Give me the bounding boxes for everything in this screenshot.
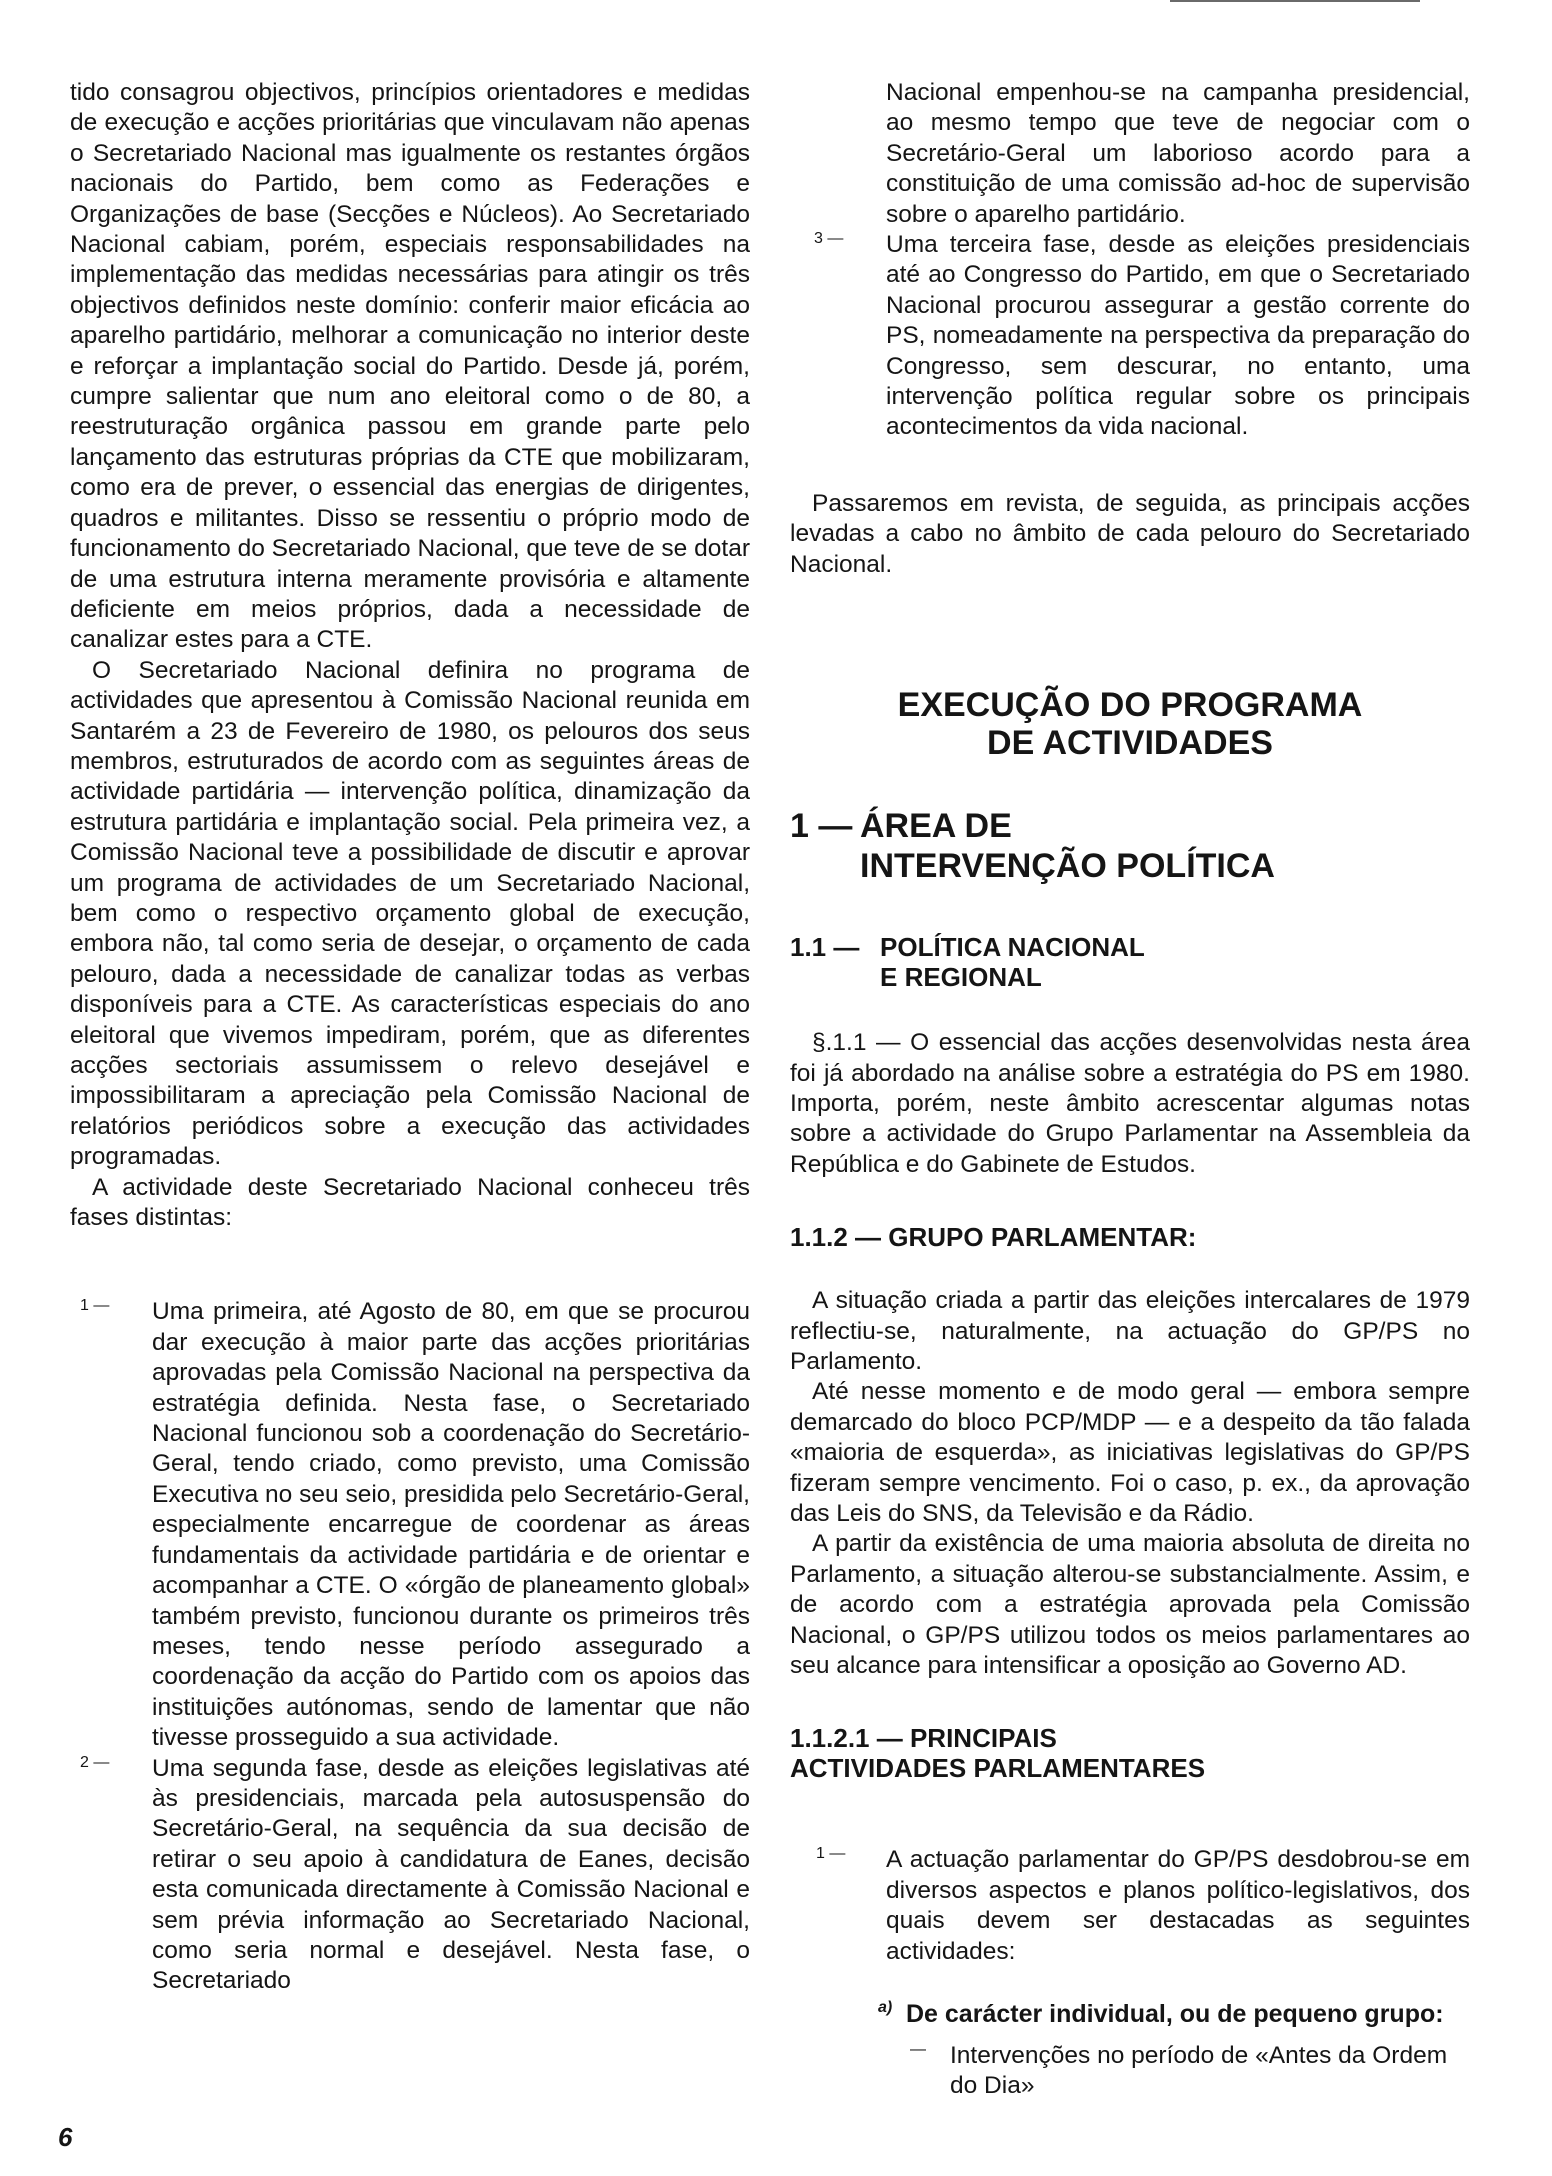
heading-line: ÁREA DE [860, 807, 1012, 846]
heading-1-1-2-1 [790, 1723, 1470, 1783]
heading-1-1 [790, 932, 1470, 992]
section-title-line: DE ACTIVIDADES [987, 724, 1273, 763]
page-number: 6 [58, 2122, 73, 2152]
heading-line: POLÍTICA NACIONAL [880, 932, 1145, 963]
heading-line: ACTIVIDADES PARLAMENTARES [790, 1753, 1206, 1784]
section-title [790, 686, 1470, 762]
list-number: 1 — [816, 1845, 846, 1863]
list-number: 3 — [814, 230, 844, 248]
list-item-text: Uma terceira fase, desde as eleições presidenciais até ao Congresso do Partido, em que o Secretariado Nacional procurou assegurar a gestão corrente do PS, nomeadamente na perspectiva da preparação do Congresso, sem descurar, no entanto, uma intervenção política regular sobre os principais acontecimentos da vida nacional. [886, 231, 1470, 441]
section-title-line: EXECUÇÃO DO PROGRAMA [897, 686, 1363, 725]
heading-line: INTERVENÇÃO POLÍTICA [860, 847, 1275, 886]
list-item-text: Uma segunda fase, desde as eleições legislativas até às presidenciais, marcada pela autosuspensão do Secretário-Geral, na sequência da sua decisão de retirar o seu apoio à candidatura de Eanes, decisão esta comunicada directamente à Comissão Nacional e sem prévia informação ao Secretariado Nacional, como seria normal e desejável. Nesta fase, o Secretariado [152, 1754, 750, 1995]
dash-list-item-text: Intervenções no período de «Antes da Ordem do Dia» [950, 2042, 1448, 2100]
paragraph: tido consagrou objectivos, princípios orientadores e medidas de execução e acções prioritárias que vinculavam não apenas o Secretariado Nacional mas igualmente os restantes órgãos nacionais do Partido, bem como as Federações e Organizações de base (Secções e Núcleos). Ao Secretariado Nacional cabiam, porém, especiais responsabilidades na implementação das medidas necessárias para atingir os três objectivos definidos neste domínio: conferir maior eficácia ao aparelho partidário, melhorar a comunicação no interior deste e reforçar a implantação social do Partido. Desde já, porém, cumpre salientar que num ano eleitoral como o de 80, a reestruturação orgânica passou em grande parte pelo lançamento das estruturas próprias da CTE que mobilizaram, como era de prever, o essencial das energias de dirigentes, quadros e militantes. Disso se ressentiu o próprio modo de funcionamento do Secretariado Nacional, que teve de se dotar de uma estrutura interna meramente provisória e altamente deficiente em meios próprios, dada a necessidade de canalizar estes para a CTE. [70, 79, 750, 654]
sub-item-letter: a) [878, 1999, 893, 2017]
right-column [790, 78, 1470, 2102]
paragraph: §.1.1 — O essencial das acções desenvolvidas nesta área foi já abordado na análise sobre a estratégia do PS em 1980. Importa, porém, neste âmbito acrescentar algumas notas sobre a actividade do Grupo Parlamentar na Assembleia da República e do Gabinete de Estudos. [790, 1029, 1470, 1178]
paragraph: Até nesse momento e de modo geral — embora sempre demarcado do bloco PCP/MDP — e a despeito da tão falada «maioria de esquerda», as iniciativas legislativas do GP/PS fizeram sempre vencimento. Foi o caso, p. ex., da aprovação das Leis do SNS, da Televisão e da Rádio. [790, 1378, 1470, 1527]
heading-1-1-2: 1.1.2 — GRUPO PARLAMENTAR: [790, 1222, 1197, 1253]
heading-line: 1.1.2.1 — PRINCIPAIS [790, 1723, 1057, 1754]
list-number: 2 — [80, 1753, 110, 1771]
list-item-continuation [790, 78, 1470, 230]
paragraph: A situação criada a partir das eleições intercalares de 1979 reflectiu-se, naturalmente, na actuação do GP/PS no Parlamento. [790, 1287, 1470, 1375]
top-rule [1170, 0, 1420, 2]
paragraph: A partir da existência de uma maioria absoluta de direita no Parlamento, a situação alterou-se substancialmente. Assim, e de acordo com a estratégia aprovada pela Comissão Nacional, o GP/PS utilizou todos os meios parlamentares ao seu alcance para intensificar a oposição ao Governo AD. [790, 1530, 1470, 1679]
left-column [70, 78, 750, 1997]
list-item-text: Nacional empenhou-se na campanha presidencial, ao mesmo tempo que teve de negociar com o Secretário-Geral um laborioso acordo para a constituição de uma comissão ad-hoc de supervisão sobre o aparelho partidário. [886, 79, 1470, 228]
list-item-text: Uma primeira, até Agosto de 80, em que se procurou dar execução à maior parte das acções prioritárias aprovadas pela Comissão Nacional na perspectiva da estratégia definida. Nesta fase, o Secretariado Nacional funcionou sob a coordenação do Secretário-Geral, tendo criado, como previsto, uma Comissão Executiva no seu seio, presidida pelo Secretário-Geral, especialmente encarregue de coordenar as áreas fundamentais da actividade partidária e de orientar e acompanhar a CTE. O «órgão de planeamento global» também previsto, funcionou durante os primeiros três meses, tendo nesse período assegurado a coordenação da acção do Partido com os apoios das instituições autónomas, sendo de lamentar que não tivesse prosseguido a sua actividade. [152, 1298, 750, 1752]
list-item [70, 1754, 750, 1997]
list-item [70, 1297, 750, 1753]
paragraph: Passaremos em revista, de seguida, as principais acções levadas a cabo no âmbito de cada pelouro do Secretariado Nacional. [790, 489, 1470, 578]
list-item [790, 230, 1470, 443]
sub-item-heading: De carácter individual, ou de pequeno grupo: [906, 2000, 1444, 2029]
heading-line: E REGIONAL [880, 962, 1042, 993]
list-number: 1 — [80, 1297, 110, 1315]
paragraph: O Secretariado Nacional definira no programa de actividades que apresentou à Comissão Nacional reunida em Santarém a 23 de Fevereiro de 1980, os pelouros dos seus membros, estruturados de acordo com as seguintes áreas de actividade partidária — intervenção política, dinamização da estrutura partidária e implantação social. Pela primeira vez, a Comissão Nacional teve a possibilidade de discutir e aprovar um programa de actividades de um Secretariado Nacional, bem como o respectivo orçamento global de execução, embora não, tal como seria de desejar, o orçamento de cada pelouro, dada a necessidade de canalizar todas as verbas disponíveis para a CTE. As características especiais do ano eleitoral que vivemos impediram, porém, que as diferentes acções sectoriais assumissem o relevo desejável e impossibilitaram a apreciação pela Comissão Nacional de relatórios periódicos sobre a execução das actividades programadas. [70, 656, 750, 1171]
heading-number: 1.1 — [790, 932, 860, 963]
paragraph: A actividade deste Secretariado Nacional conheceu três fases distintas: [70, 1173, 750, 1232]
list-item [790, 1845, 1470, 1967]
dash-list-item [790, 2041, 1470, 2102]
sub-item-a [790, 1999, 1470, 2029]
heading-1 [790, 806, 1470, 886]
list-item-text: A actuação parlamentar do GP/PS desdobrou-se em diversos aspectos e planos político-legislativos, dos quais devem ser destacadas as seguintes actividades: [886, 1846, 1470, 1965]
dash-mark: — [910, 2041, 926, 2059]
heading-number: 1 — [790, 807, 853, 846]
